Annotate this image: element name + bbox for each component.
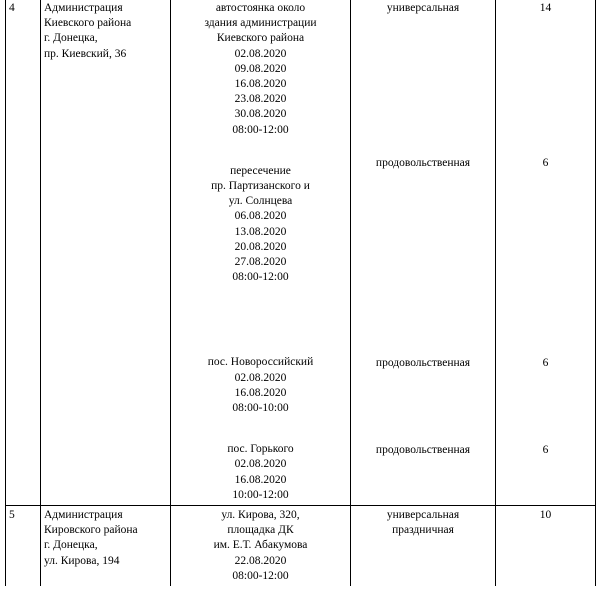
place-line: пос. Новороссийский [207, 356, 314, 369]
organization-line: пр. Киевский, 36 [44, 47, 127, 60]
block-spacer [354, 16, 492, 156]
place-line: Киевского района [216, 32, 305, 45]
place-line: ул. Кирова, 320, [221, 509, 300, 522]
organization-cell [41, 506, 171, 587]
organization-line: Администрация [44, 509, 123, 522]
place-line: автостоянка около [215, 2, 306, 14]
trade-type: продовольственная [375, 357, 471, 370]
trade-type-cell [351, 0, 496, 506]
time-line: 08:00-12:00 [232, 569, 289, 582]
time-line: 08:00-10:00 [232, 402, 289, 415]
trade-type: универсальная [386, 2, 460, 14]
row-number: 4 [9, 2, 15, 14]
table-row [6, 506, 596, 587]
row-number: 5 [9, 509, 15, 522]
block-spacer [174, 416, 347, 442]
row-number-cell [6, 0, 41, 506]
trade-type: праздничная [392, 524, 454, 537]
block-spacer [174, 138, 347, 164]
places-count: 6 [542, 443, 549, 456]
place-line: пос. Горького [227, 443, 294, 456]
place-line: пр. Партизанского и [211, 180, 310, 193]
date-line: 09.08.2020 [234, 62, 287, 75]
date-line: 16.08.2020 [234, 473, 287, 486]
date-line: 30.08.2020 [234, 108, 287, 121]
places-count: 6 [542, 157, 549, 170]
places-count-cell [496, 0, 596, 506]
date-line: 16.08.2020 [234, 386, 287, 399]
organization-line: Киевского района [44, 17, 132, 30]
block-spacer [499, 372, 592, 443]
block-spacer [174, 285, 347, 355]
date-line: 16.08.2020 [234, 78, 287, 91]
time-line: 08:00-12:00 [232, 271, 289, 284]
places-count-cell [496, 506, 596, 587]
schedule-table [5, 0, 596, 586]
places-count: 6 [542, 357, 549, 370]
row-number-cell [6, 506, 41, 587]
block-spacer [499, 16, 592, 156]
places-count: 10 [539, 509, 552, 522]
date-line: 20.08.2020 [234, 240, 287, 253]
trade-type: продовольственная [375, 443, 471, 456]
organization-line: г. Донецка, [44, 539, 98, 552]
place-cell [171, 0, 351, 506]
place-line: им. Е.Т. Абакумова [213, 539, 308, 552]
place-line: здания администрации [204, 17, 317, 30]
date-line: 02.08.2020 [234, 47, 287, 60]
organization-line: Администрация [44, 2, 123, 14]
time-line: 08:00-12:00 [232, 123, 289, 136]
trade-type: универсальная [386, 509, 460, 522]
date-line: 06.08.2020 [234, 210, 287, 223]
date-line: 13.08.2020 [234, 225, 287, 238]
date-line: 22.08.2020 [234, 554, 287, 567]
organization-line: ул. Кирова, 194 [44, 554, 120, 567]
date-line: 27.08.2020 [234, 256, 287, 269]
organization-line: г. Донецка, [44, 32, 98, 45]
organization-line: Кировского района [44, 524, 138, 537]
organization-cell [41, 0, 171, 506]
place-cell [171, 506, 351, 587]
place-line: ул. Солнцева [228, 195, 293, 208]
date-line: 23.08.2020 [234, 93, 287, 106]
place-line: пересечение [230, 164, 291, 177]
date-line: 02.08.2020 [234, 458, 287, 471]
date-line: 02.08.2020 [234, 371, 287, 384]
trade-type: продовольственная [375, 157, 471, 170]
place-line: площадка ДК [227, 524, 294, 537]
trade-type-cell [351, 506, 496, 587]
block-spacer [499, 171, 592, 356]
table-row [6, 0, 596, 506]
time-line: 10:00-12:00 [232, 488, 289, 501]
block-spacer [354, 372, 492, 443]
block-spacer [354, 171, 492, 356]
places-count: 14 [539, 2, 552, 14]
